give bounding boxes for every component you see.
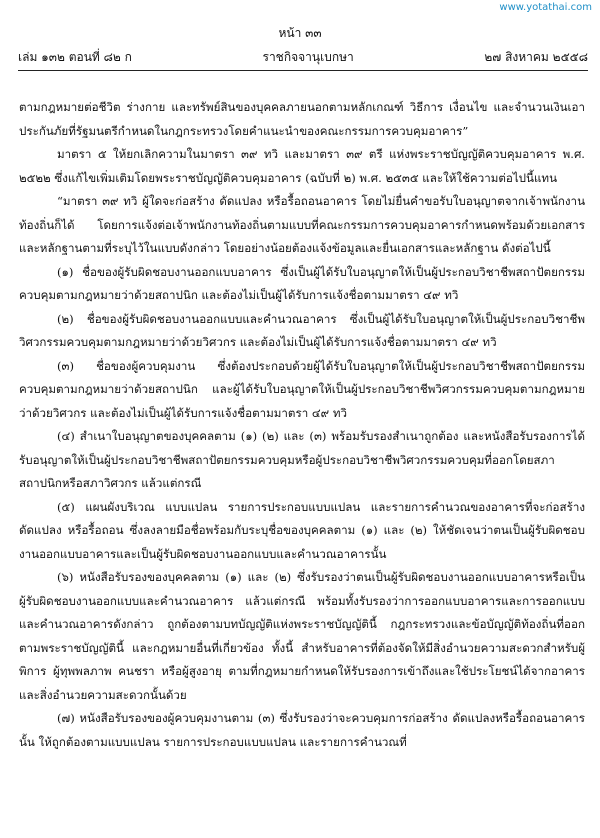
- header-divider: [18, 70, 588, 71]
- list-item-3: (๓) ชื่อของผู้ควบคุมงาน ซึ่งต้องประกอบด้วยผู้ได้รับใบอนุญาตให้เป็นผู้ประกอบวิชาชีพสถาปัตยกรรมควบคุมตามกฎหมายว่าด้วยสถาปนิก และผู้ได้รับใบอนุญาตให้เป็นผู้ประกอบวิชาชีพวิศวกรรมควบคุมตามกฎหมายว่าด้วยวิศวกร และต้องไม่เป็นผู้ได้รับการแจ้งชื่อตามมาตรา ๔๙ ทวิ: [19, 358, 585, 420]
- list-item-2: (๒) ชื่อของผู้รับผิดชอบงานออกแบบและคำนวณอาคาร ซึ่งเป็นผู้ได้รับใบอนุญาตให้เป็นผู้ประกอบวิชาชีพวิศวกรรมควบคุมตามกฎหมายว่าด้วยวิศวกร และต้องไม่เป็นผู้ได้รับการแจ้งชื่อตามมาตรา ๔๙ ทวิ: [19, 311, 585, 349]
- volume-issue: เล่ม ๑๓๒ ตอนที่ ๘๒ ก: [18, 50, 132, 64]
- paragraph-section-39bis: “มาตรา ๓๙ ทวิ ผู้ใดจะก่อสร้าง ดัดแปลง หรือรื้อถอนอาคาร โดยไม่ยื่นคำขอรับใบอนุญาตจากเจ้าพนักงานท้องถิ่นก็ได้ โดยการแจ้งต่อเจ้าพนักงานท้องถิ่นตามแบบที่คณะกรรมการควบคุมอาคารกำหนดพร้อมด้วยเอกสารและหลักฐานตามที่ระบุไว้ในแบบดังกล่าว โดยอย่างน้อยต้องแจ้งข้อมูลและยื่นเอกสารและหลักฐาน ดังต่อไปนี้: [19, 194, 585, 255]
- watermark-text: www.yotathai.com: [499, 2, 592, 13]
- page-number: หน้า ๓๓: [278, 26, 322, 40]
- list-item-7: (๗) หนังสือรับรองของผู้ควบคุมงานตาม (๓) ซึ่งรับรองว่าจะควบคุมการก่อสร้าง ดัดแปลงหรือรื้อถอนอาคารนั้น ให้ถูกต้องตามแบบแปลน รายการประกอบแบบแปลน และรายการคำนวณที่: [19, 711, 585, 749]
- list-item-6: (๖) หนังสือรับรองของบุคคลตาม (๑) และ (๒) ซึ่งรับรองว่าตนเป็นผู้รับผิดชอบงานออกแบบอาคารหรือเป็นผู้รับผิดชอบงานออกแบบและคำนวณอาคาร แล้วแต่กรณี พร้อมทั้งรับรองว่าการออกแบบอาคารและการออกแบบและคำนวณอาคารดังกล่าว ถูกต้องตามบทบัญญัติแห่งพระราชบัญญัตินี้ กฎกระทรวงและข้อบัญญัติท้องถิ่นที่ออกตามพระราชบัญญัตินี้ และกฎหมายอื่นที่เกี่ยวข้อง ทั้งนี้ สำหรับอาคารที่ต้องจัดให้มีสิ่งอำนวยความสะดวกสำหรับผู้พิการ ผู้ทุพพลภาพ คนชรา หรือผู้สูงอายุ ตามที่กฎหมายกำหนดให้รับรองการเข้าถึงและใช้ประโยชน์ได้จากอาคารและสิ่งอำนวยความสะดวกนั้นด้วย: [19, 570, 585, 702]
- gazette-header: [18, 48, 588, 67]
- list-item-1: (๑) ชื่อของผู้รับผิดชอบงานออกแบบอาคาร ซึ่งเป็นผู้ได้รับใบอนุญาตให้เป็นผู้ประกอบวิชาชีพสถาปัตยกรรมควบคุมตามกฎหมายว่าด้วยสถาปนิก และต้องไม่เป็นผู้ได้รับการแจ้งชื่อตามมาตรา ๔๙ ทวิ: [19, 264, 585, 302]
- document-body: [19, 96, 585, 754]
- publication-date: ๒๗ สิงหาคม ๒๕๕๘: [484, 50, 588, 64]
- paragraph-section-5: มาตรา ๕ ให้ยกเลิกความในมาตรา ๓๙ ทวิ และมาตรา ๓๙ ตรี แห่งพระราชบัญญัติควบคุมอาคาร พ.ศ. ๒๕๒๒ ซึ่งแก้ไขเพิ่มเติมโดยพระราชบัญญัติควบคุมอาคาร (ฉบับที่ ๒) พ.ศ. ๒๕๓๕ และให้ใช้ความต่อไปนี้แทน: [19, 147, 585, 185]
- gazette-title: ราชกิจจานุเบกษา: [262, 50, 354, 64]
- list-item-4: (๔) สำเนาใบอนุญาตของบุคคลตาม (๑) (๒) และ (๓) พร้อมรับรองสำเนาถูกต้อง และหนังสือรับรองการได้รับอนุญาตให้เป็นผู้ประกอบวิชาชีพสถาปัตยกรรมควบคุมหรือผู้ประกอบวิชาชีพวิศวกรรมควบคุมที่ออกโดยสภาสถาปนิกหรือสภาวิศวกร แล้วแต่กรณี: [19, 429, 585, 490]
- list-item-5: (๕) แผนผังบริเวณ แบบแปลน รายการประกอบแบบแปลน และรายการคำนวณของอาคารที่จะก่อสร้าง ดัดแปลง หรือรื้อถอน ซึ่งลงลายมือชื่อพร้อมกับระบุชื่อของบุคคลตาม (๑) และ (๒) ให้ชัดเจนว่าตนเป็นผู้รับผิดชอบงานออกแบบอาคารและเป็นผู้รับผิดชอบงานออกแบบและคำนวณอาคารนั้น: [19, 499, 585, 561]
- paragraph-continuation: ตามกฎหมายต่อชีวิต ร่างกาย และทรัพย์สินของบุคคลภายนอกตามหลักเกณฑ์ วิธีการ เงื่อนไข และจำนวนเงินเอาประกันภัยที่รัฐมนตรีกำหนดในกฎกระทรวงโดยคำแนะนำของคณะกรรมการควบคุมอาคาร”: [19, 100, 585, 138]
